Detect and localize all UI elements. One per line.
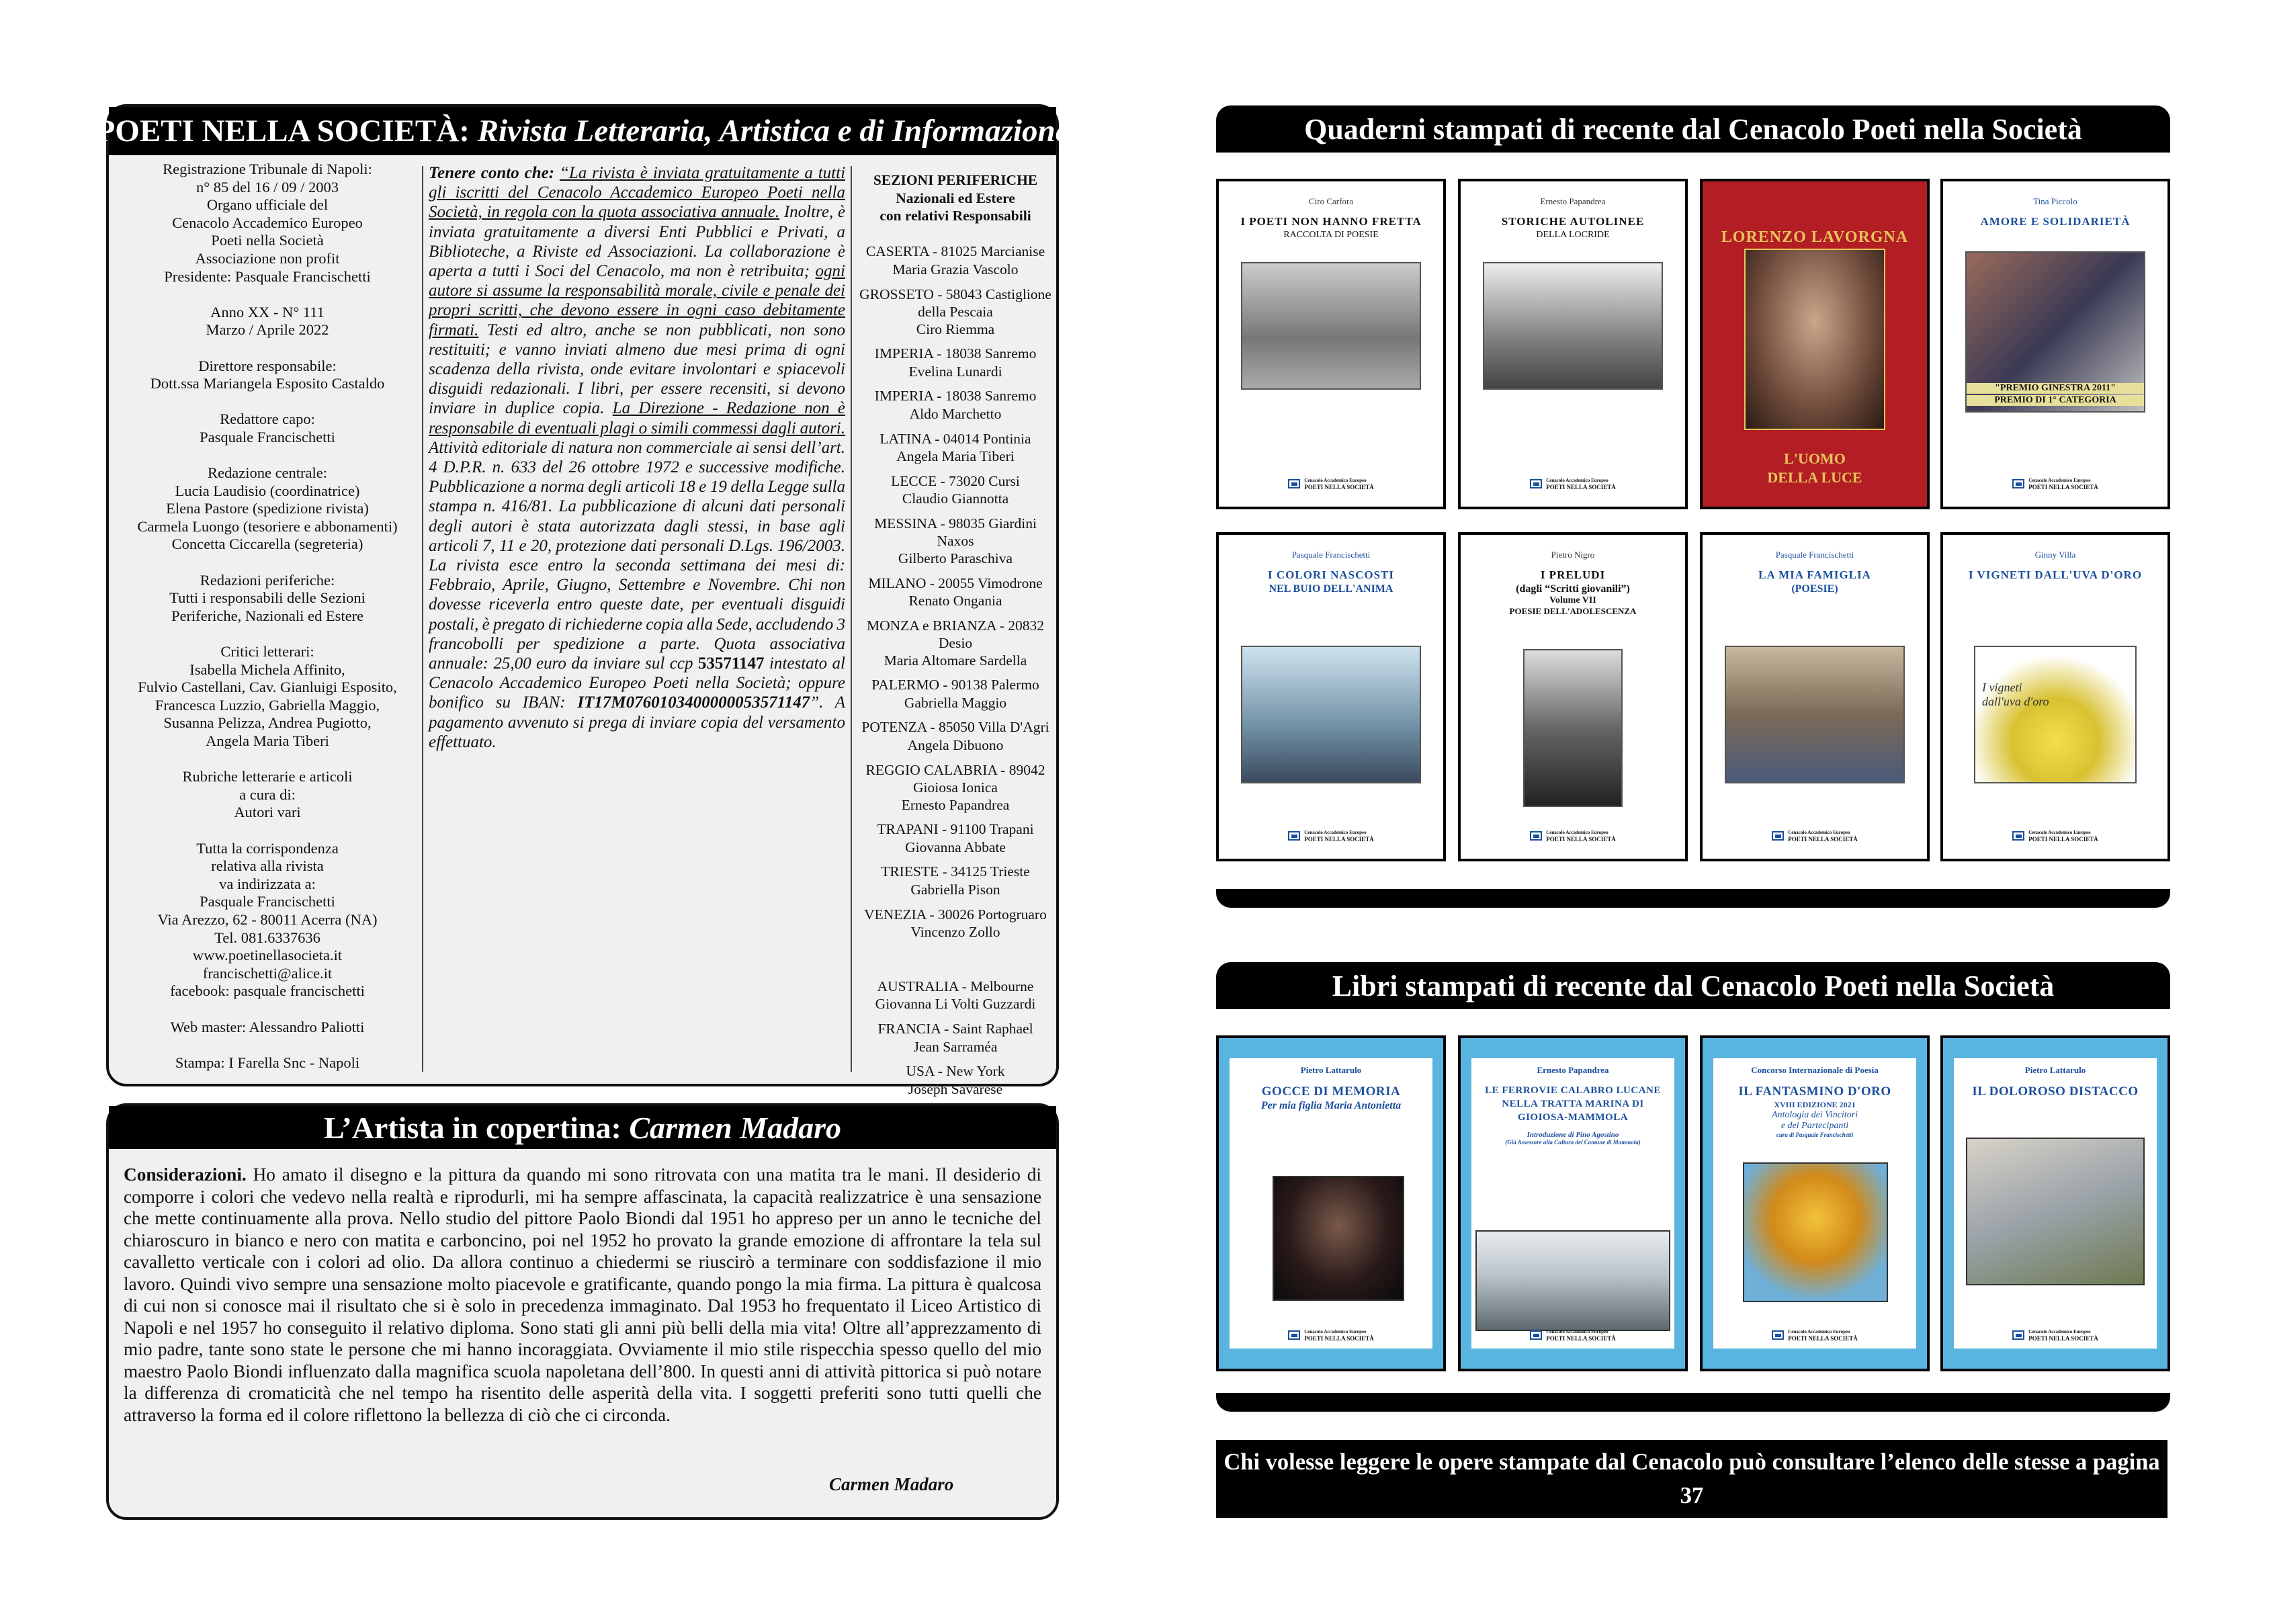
spacer <box>855 279 1056 286</box>
info-line: Redazioni periferiche: <box>200 571 335 589</box>
publisher-line: Cenacolo Accademico Europeo <box>1546 1329 1608 1334</box>
quaderno-title: I COLORI NASCOSTI <box>1268 568 1394 581</box>
info-line: Autori vari <box>234 804 301 821</box>
publisher-logo <box>1219 477 1443 490</box>
section-location: TRAPANI - 91100 Trapani <box>877 821 1034 838</box>
quaderno-cover-photo <box>1965 251 2145 413</box>
info-line: Fulvio Castellani, Cav. Gianluigi Esposito, <box>138 679 397 696</box>
masthead-heading <box>95 107 1070 155</box>
info-line: francischetti@alice.it <box>202 964 333 982</box>
footer-note <box>1216 1440 2167 1542</box>
libri-heading-text: Libri stampati di recente dal Cenacolo Poeti nella Società <box>1332 969 2055 1002</box>
masthead-subtitle: Rivista Letteraria, Artistica e di Informazione <box>477 114 1070 148</box>
info-line <box>114 393 421 411</box>
spacer <box>855 380 1056 387</box>
quaderno-subtitle: NEL BUIO DELL'ANIMA <box>1269 583 1393 595</box>
quaderno-title: I VIGNETI DALL'UVA D'ORO <box>1968 568 2143 581</box>
sections-column <box>855 171 1056 1105</box>
section-location: GROSSETO - 58043 Castiglione della Pescaia <box>859 286 1051 320</box>
libro-title: GOCCE DI MEMORIA <box>1261 1084 1401 1099</box>
publisher-mark-icon <box>1772 831 1784 841</box>
spacer <box>855 712 1056 718</box>
libro-card[interactable] <box>1940 1035 2170 1371</box>
publisher-line: POETI NELLA SOCIETÀ <box>2028 836 2098 843</box>
spacer <box>855 941 1056 948</box>
column-divider <box>422 166 423 1072</box>
footer-line-2: della presente rivista o, in alternativa, visitare il sito www.poetinellasocieta.it/pubblicazioni.asp <box>1224 1516 2160 1542</box>
cover-caption: "PREMIO GINESTRA 2011" <box>1967 383 2144 394</box>
publisher-name <box>1788 829 1858 843</box>
spacer <box>855 948 1056 978</box>
publisher-logo <box>1703 829 1927 843</box>
publisher-name <box>1788 1328 1858 1342</box>
libro-card[interactable] <box>1700 1035 1930 1371</box>
publisher-name <box>1304 829 1374 843</box>
publisher-line: Cenacolo Accademico Europeo <box>1546 478 1608 483</box>
publisher-mark-icon <box>1530 479 1542 488</box>
libro-subtitle: XVIII EDIZIONE 2021 <box>1774 1100 1856 1109</box>
section-location: LECCE - 73020 Cursi <box>891 472 1020 489</box>
quaderni-heading-text: Quaderni stampati di recente dal Cenacolo Poeti nella Società <box>1304 112 2082 146</box>
quaderno-subtitle: (dagli “Scritti giovanili”) <box>1516 583 1630 595</box>
publisher-name <box>1304 1328 1374 1342</box>
publisher-line: POETI NELLA SOCIETÀ <box>1304 836 1374 843</box>
info-line <box>114 554 421 572</box>
info-line: va indirizzata a: <box>219 875 316 892</box>
info-line <box>114 339 421 357</box>
section-manager: Renato Ongania <box>908 593 1002 609</box>
section-location: IMPERIA - 18038 Sanremo <box>874 345 1037 362</box>
sections-heading-line: SEZIONI PERIFERICHE <box>873 172 1038 188</box>
spacer <box>855 814 1056 820</box>
spacer <box>855 1056 1056 1062</box>
info-line: Poeti nella Società <box>211 232 324 249</box>
publisher-name <box>2028 829 2098 843</box>
info-line: www.poetinellasocieta.it <box>192 947 343 964</box>
info-line: Critici letterari: <box>220 643 314 660</box>
section-location: IMPERIA - 18038 Sanremo <box>874 388 1037 404</box>
publisher-line: POETI NELLA SOCIETÀ <box>1304 1335 1374 1342</box>
quaderno-cover-photo <box>1241 646 1421 783</box>
publisher-name <box>2028 1328 2098 1342</box>
masthead-title: POETI NELLA SOCIETÀ: <box>95 114 470 148</box>
publisher-line: Cenacolo Accademico Europeo <box>1788 830 1850 835</box>
section-manager: Maria Grazia Vascolo <box>892 261 1019 277</box>
quaderno-card[interactable] <box>1700 532 1930 861</box>
quaderno-card[interactable] <box>1940 179 2170 509</box>
quaderno-title: I POETI NON HANNO FRETTA <box>1240 215 1422 228</box>
artist-name: Carmen Madaro <box>629 1110 842 1145</box>
libro-card[interactable] <box>1458 1035 1688 1371</box>
info-line: Elena Pastore (spedizione rivista) <box>166 500 369 517</box>
info-line: Associazione non profit <box>195 249 340 267</box>
info-line <box>114 751 421 769</box>
section-location: PALERMO - 90138 Palermo <box>871 677 1039 693</box>
info-line: a cura di: <box>239 785 296 803</box>
quaderno-series: POESIE DELL'ADOLESCENZA <box>1509 606 1637 616</box>
notice-lead: Tenere conto che: <box>429 164 555 182</box>
info-line: Angela Maria Tiberi <box>206 732 329 749</box>
info-line: Rubriche letterarie e articoli <box>182 768 353 785</box>
quaderno-subtitle: DELLA LOCRIDE <box>1536 230 1610 240</box>
publisher-mark-icon <box>1288 831 1300 841</box>
section-location: USA - New York <box>906 1063 1005 1080</box>
section-manager: Evelina Lunardi <box>908 363 1002 380</box>
publisher-line: Cenacolo Accademico Europeo <box>1304 830 1367 835</box>
info-column <box>114 161 421 1072</box>
publisher-line: POETI NELLA SOCIETÀ <box>1546 836 1616 843</box>
info-line <box>114 822 421 840</box>
info-line: Periferiche, Nazionali ed Estere <box>171 607 364 624</box>
section-location: MILANO - 20055 Vimodrone <box>868 574 1043 591</box>
footer-line-1: Chi volesse leggere le opere stampate dal Cenacolo può consultare l’elenco delle stesse a pagina 37 <box>1224 1449 2160 1508</box>
publisher-logo <box>1943 477 2167 490</box>
publisher-mark-icon <box>1772 1330 1784 1340</box>
publisher-logo <box>1461 829 1685 843</box>
info-line: Francesca Luzzio, Gabriella Maggio, <box>155 696 380 714</box>
spacer <box>855 899 1056 906</box>
publisher-line: POETI NELLA SOCIETÀ <box>2028 484 2098 490</box>
quaderno-subtitle: RACCOLTA DI POESIE <box>1283 230 1379 240</box>
info-line: Carmela Luongo (tesoriere e abbonamenti) <box>137 517 398 535</box>
quaderno-title: STORICHE AUTOLINEE <box>1501 215 1645 228</box>
section-manager: Ernesto Papandrea <box>901 796 1010 813</box>
publisher-logo <box>1943 1328 2167 1342</box>
section-manager: Giovanna Abbate <box>905 839 1006 855</box>
spacer <box>855 856 1056 863</box>
info-line: Lucia Laudisio (coordinatrice) <box>175 482 360 499</box>
spacer <box>855 669 1056 676</box>
section-location: AUSTRALIA - Melbourne <box>877 978 1034 994</box>
quaderno-author: Tina Piccolo <box>2033 196 2077 206</box>
quaderno-card[interactable] <box>1940 532 2170 861</box>
spacer <box>855 568 1056 574</box>
column-divider <box>851 166 852 1072</box>
libro-title: LE FERROVIE CALABRO LUCANE NELLA TRATTA MARINA DI GIOIOSA-MAMMOLA <box>1485 1085 1661 1123</box>
section-location: MONZA e BRIANZA - 20832 Desio <box>867 617 1044 651</box>
info-line: relativa alla rivista <box>211 857 324 875</box>
section-manager: Angela Dibuono <box>907 737 1004 754</box>
info-line: Direttore responsabile: <box>198 357 337 374</box>
libro-author: Concorso Internazionale di Poesia <box>1751 1065 1879 1075</box>
libro-cover-photo <box>1475 1230 1670 1331</box>
sections-heading-line: con relativi Responsabili <box>879 208 1031 224</box>
quaderno-author: Ernesto Papandrea <box>1540 196 1606 206</box>
section-manager: Aldo Marchetto <box>909 405 1002 422</box>
info-line: Dott.ssa Mariangela Esposito Castaldo <box>150 375 385 392</box>
section-manager: Jean Sarraméa <box>913 1038 998 1055</box>
spacer <box>855 508 1056 515</box>
quaderno-title: LA MIA FAMIGLIA <box>1758 568 1871 581</box>
publisher-line: POETI NELLA SOCIETÀ <box>2028 1335 2098 1342</box>
publisher-line: POETI NELLA SOCIETÀ <box>1304 484 1374 490</box>
section-manager: Angela Maria Tiberi <box>896 448 1015 465</box>
publisher-line: Cenacolo Accademico Europeo <box>2028 830 2091 835</box>
libro-subtitle: Antologia dei Vincitori <box>1771 1110 1858 1120</box>
libro-subtitle: Per mia figlia Maria Antonietta <box>1260 1100 1402 1111</box>
info-line: Organo ufficiale del <box>206 196 329 214</box>
info-line: Marzo / Aprile 2022 <box>206 321 329 339</box>
quaderno-author: Ciro Carfora <box>1308 196 1354 206</box>
section-location: FRANCIA - Saint Raphael <box>877 1021 1033 1037</box>
quaderno-card[interactable] <box>1216 179 1446 509</box>
publisher-logo <box>1219 1328 1443 1342</box>
info-line: n° 85 del 16 / 09 / 2003 <box>196 178 339 196</box>
notice-p6: Attività editoriale di natura non commerciale ai sensi dell’art. 4 D.P.R. n. 633 del 26 ottobre 1972 e successive modifiche. Pubblicazione a norma degli articoli 18 e 19 della Legge sulla stampa n. 416/81. La pubblicazione di alcuni dati personali degli autori è stata autorizzata dagli stessi, in base agli articoli 7, 11 e 20, protezione dati personali D.Lgs. 196/2003. La rivista esce entro la seconda settimana dei mesi di: Febbraio, Aprile, Giugno, Settembre e Novembre. Chi non dovesse riceverla entro queste date, per eventuali disguidi postali, è pregato di richiederne copia alla Sede, accludendo 3 francobolli per spedizione a parte. Quota associativa annuale: 25,00 euro da inviare sul ccp <box>429 438 845 673</box>
artist-lead: Considerazioni. <box>124 1164 247 1185</box>
publisher-name <box>1546 1328 1616 1342</box>
quaderno-cover-photo <box>1483 262 1663 390</box>
quaderno-title: I PRELUDI <box>1540 568 1606 581</box>
info-line <box>114 1000 421 1019</box>
info-line: Anno XX - N° 111 <box>210 303 325 320</box>
section-location: POTENZA - 85050 Villa D'Agri <box>861 719 1049 736</box>
publisher-line: Cenacolo Accademico Europeo <box>1304 478 1367 483</box>
publisher-line: Cenacolo Accademico Europeo <box>2028 478 2091 483</box>
quaderno-card[interactable] <box>1458 532 1688 861</box>
notice-p2: Inoltre, è inviata gratuitamente a diversi Enti Pubblici e Privati, a Biblioteche, a Riviste ed Associazioni. La collaborazione è aperta a tutti i Soci del Cenacolo, ma non è retribuita; <box>429 203 845 281</box>
publisher-logo <box>1703 1328 1927 1342</box>
publisher-line: Cenacolo Accademico Europeo <box>2028 1329 2091 1334</box>
notice-column <box>429 163 845 752</box>
publisher-line: POETI NELLA SOCIETÀ <box>1546 484 1616 490</box>
notice-p7: intestato al Cenacolo Accademico Europeo Poeti nella Società; oppure bonifico su IBAN: <box>429 654 845 712</box>
publisher-mark-icon <box>2012 831 2024 841</box>
spacer <box>855 1013 1056 1020</box>
info-line: Registrazione Tribunale di Napoli: <box>163 161 372 177</box>
notice-p4: Testi ed altro, anche se non pubblicati, non sono restituiti; e vanno inviati almeno due mesi prima di ogni scadenza della rivista, onde evitare involontari e spiacevoli disguidi redazionali. I libri, per essere recensiti, si devono inviare in duplice copia. <box>429 320 845 418</box>
info-line: Concetta Ciccarella (segreteria) <box>171 536 363 553</box>
libro-title: IL DOLOROSO DISTACCO <box>1972 1084 2139 1099</box>
quaderno-card[interactable] <box>1216 532 1446 861</box>
publisher-mark-icon <box>1288 1330 1300 1340</box>
artist-heading-label: L’Artista in copertina: <box>323 1110 621 1145</box>
libro-cover-photo <box>1743 1162 1888 1302</box>
quaderni-heading <box>1216 105 2170 153</box>
notice-iban: IT17M0760103400000053571147 <box>577 693 810 712</box>
quaderno-author: Pasquale Francischetti <box>1775 550 1854 560</box>
section-location: REGGIO CALABRIA - 89042 Gioiosa Ionica <box>865 761 1045 796</box>
artist-signature: Carmen Madaro <box>829 1474 954 1494</box>
quaderno-cover-photo <box>1974 646 2137 783</box>
notice-p3: ogni autore si assume la responsabilità morale, civile e penale dei propri scritti, che devono essere in ogni caso debitamente firmati. <box>429 262 845 339</box>
quaderno-cover-photo <box>1523 649 1623 807</box>
publisher-logo <box>1461 477 1685 490</box>
section-manager: Joseph Savarese <box>908 1080 1003 1097</box>
spacer <box>855 610 1056 617</box>
info-line: Cenacolo Accademico Europeo <box>172 214 363 231</box>
notice-p5: La Direzione - Redazione non è responsabile di eventuali plagi o simili commessi dagli autori. <box>429 399 845 437</box>
info-line: Stampa: I Farella Snc - Napoli <box>175 1054 360 1071</box>
libro-author: Ernesto Papandrea <box>1537 1065 1609 1075</box>
libro-subtitle: (Già Assessore alla Cultura del Comune di Mammola) <box>1505 1139 1641 1146</box>
libro-cover-photo <box>1273 1176 1404 1301</box>
quaderno-cover-photo <box>1744 249 1885 430</box>
libro-subtitle: e dei Partecipanti <box>1780 1121 1849 1131</box>
section-manager: Claudio Giannotta <box>902 490 1009 507</box>
publisher-line: POETI NELLA SOCIETÀ <box>1546 1335 1616 1342</box>
spacer <box>855 338 1056 345</box>
section-manager: Maria Altomare Sardella <box>884 652 1027 669</box>
section-manager: Ciro Riemma <box>916 320 995 337</box>
quaderno-title: L'UOMO <box>1784 450 1846 467</box>
quaderno-card[interactable] <box>1700 179 1930 509</box>
cover-handwriting: I vigneti dall'uva d'oro <box>1982 681 2049 708</box>
spacer <box>855 423 1056 430</box>
quaderno-author: Pasquale Francischetti <box>1291 550 1371 560</box>
publisher-logo <box>1219 829 1443 843</box>
info-line: Via Arezzo, 62 - 80011 Acerra (NA) <box>157 910 378 928</box>
publisher-name <box>2028 477 2098 490</box>
quaderno-cover-photo <box>1241 262 1421 390</box>
cover-caption: PREMIO DI 1° CATEGORIA <box>1967 395 2144 406</box>
libro-author: Pietro Lattarulo <box>2024 1065 2086 1075</box>
publisher-mark-icon <box>2012 1330 2024 1340</box>
quaderno-volume: Volume VII <box>1549 595 1596 605</box>
libro-subtitle: cura di Pasquale Francischetti <box>1776 1131 1854 1138</box>
section-location: VENEZIA - 30026 Portogruaro <box>864 906 1047 923</box>
masthead-panel <box>95 104 1070 1097</box>
publisher-mark-icon <box>2012 479 2024 488</box>
info-line: Web master: Alessandro Paliotti <box>170 1018 365 1035</box>
info-line <box>114 625 421 643</box>
libro-title: IL FANTASMINO D'ORO <box>1738 1084 1891 1099</box>
quaderni-underbar <box>1216 889 2170 908</box>
info-line: Tutta la corrispondenza <box>196 839 339 857</box>
quaderno-author: LORENZO LAVORGNA <box>1721 228 1909 246</box>
section-manager: Giovanna Li Volti Guzzardi <box>875 996 1036 1013</box>
info-line: Presidente: Pasquale Francischetti <box>164 267 371 285</box>
quaderno-card[interactable] <box>1458 179 1688 509</box>
info-line: Tutti i responsabili delle Sezioni <box>169 589 366 607</box>
info-line: Tel. 081.6337636 <box>214 929 320 946</box>
notice-ccp: 53571147 <box>697 654 765 673</box>
publisher-name <box>1546 477 1616 490</box>
publisher-line: POETI NELLA SOCIETÀ <box>1788 1335 1858 1342</box>
section-location: MESSINA - 98035 Giardini Naxos <box>874 515 1037 549</box>
info-line: facebook: pasquale francischetti <box>170 982 365 1000</box>
artist-panel <box>106 1103 1059 1520</box>
publisher-logo <box>1943 829 2167 843</box>
libro-card[interactable] <box>1216 1035 1446 1371</box>
quaderno-subtitle: (POESIE) <box>1791 583 1838 595</box>
info-line <box>114 447 421 465</box>
artist-body: Ho amato il disegno e la pittura da quando mi sono ritrovata con una matita tra le mani. Il desiderio di comporre i colori che vedevo nella realtà e riprodurli, mi ha sempre affascinata, la capacità realizzatrice è una sensazione che mette continuamente alla prova. Nello studio del pittore Paolo Biondi dal 1951 ho appreso per un anno le tecniche del chiaroscuro in bianco e nero con matita e carboncino, poi nel 1952 ho provato la grande emozione di affrontare la tela sul cavalletto verticale con i colori ad olio. Da allora continuo a chiedermi se riuscirò a terminare con soddisfazione il mio lavoro. Quindi vivo sempre una sensazione molto piacevole e gratificante, quando pongo la mia firma. La pittura è qualcosa di cui non si conosce mai il risultato che si è solo in precedenza immaginato. Dal 1953 ho frequentato il Liceo Artistico di Napoli e nel 1957 ho conseguito il relativo diploma. Sono stati gli anni più belli della mia vita! Oltre all’apprezzamento di mio padre, tante sono state le persone che mi hanno incoraggiata. Ovviamente il mio stile rispecchia spesso quello del mio maestro Paolo Biondi influenzato dalla magnifica scuola napoletana dell’800. In questi anni di attività pittorica si può notare la differenza di cromaticità che nel tempo ha risentito delle asperità della vita. I soggetti preferiti sono tutti quelli che attraverso la forma ed il colore riflettono la bellezza di ciò che ci circonda. <box>124 1164 1041 1425</box>
quaderno-author: Pietro Nigro <box>1551 550 1595 560</box>
info-line <box>114 286 421 304</box>
spacer <box>855 225 1056 243</box>
section-manager: Gabriella Maggio <box>904 694 1007 711</box>
artist-heading <box>109 1106 1056 1149</box>
info-line: Susanna Pelizza, Andrea Pugiotto, <box>163 714 372 732</box>
quaderno-cover-photo <box>1725 646 1905 783</box>
libro-author: Pietro Lattarulo <box>1300 1065 1362 1075</box>
publisher-logo <box>1461 1328 1685 1342</box>
section-location: TRIESTE - 34125 Trieste <box>881 863 1030 880</box>
publisher-line: Cenacolo Accademico Europeo <box>1788 1329 1850 1334</box>
spacer <box>855 466 1056 472</box>
info-line: Redattore capo: <box>220 411 315 428</box>
info-line: Pasquale Francischetti <box>200 893 335 910</box>
section-manager: Vincenzo Zollo <box>910 924 1000 941</box>
artist-text <box>124 1164 1041 1426</box>
publisher-line: POETI NELLA SOCIETÀ <box>1788 836 1858 843</box>
publisher-mark-icon <box>1530 1330 1542 1340</box>
libro-cover-photo <box>1966 1138 2145 1285</box>
notice-p1: “La rivista è inviata gratuitamente a tutti gli iscritti del Cenacolo Accademico Europeo Poeti nella Società, in regola con la quota associativa annuale. <box>429 164 846 222</box>
publisher-name <box>1304 477 1374 490</box>
info-line: Isabella Michela Affinito, <box>189 660 345 678</box>
section-manager: Gabriella Pison <box>910 882 1000 898</box>
info-line: Pasquale Francischetti <box>200 428 335 445</box>
info-line <box>114 1036 421 1054</box>
publisher-line: Cenacolo Accademico Europeo <box>1546 830 1608 835</box>
publisher-line: Cenacolo Accademico Europeo <box>1304 1329 1367 1334</box>
publisher-mark-icon <box>1288 479 1300 488</box>
section-manager: Gilberto Paraschiva <box>898 550 1013 566</box>
libro-subtitle: Introduzione di Pino Agostino <box>1527 1131 1619 1139</box>
publisher-mark-icon <box>1530 831 1542 841</box>
section-location: CASERTA - 81025 Marcianise <box>865 243 1045 260</box>
quaderno-author: Ginny Villa <box>2034 550 2076 560</box>
libri-underbar <box>1216 1393 2170 1412</box>
quaderno-title: AMORE E SOLIDARIETÀ <box>1980 215 2131 228</box>
info-line: Redazione centrale: <box>207 464 328 482</box>
section-location: LATINA - 04014 Pontinia <box>879 430 1031 447</box>
quaderno-subtitle: DELLA LUCE <box>1767 469 1862 486</box>
spacer <box>855 755 1056 761</box>
sections-heading-line: Nazionali ed Estere <box>896 189 1015 206</box>
notice-p8: ”. A pagamento avvenuto si prega di inviare copia del versamento effettuato. <box>429 693 845 751</box>
libri-heading <box>1216 962 2170 1009</box>
publisher-name <box>1546 829 1616 843</box>
